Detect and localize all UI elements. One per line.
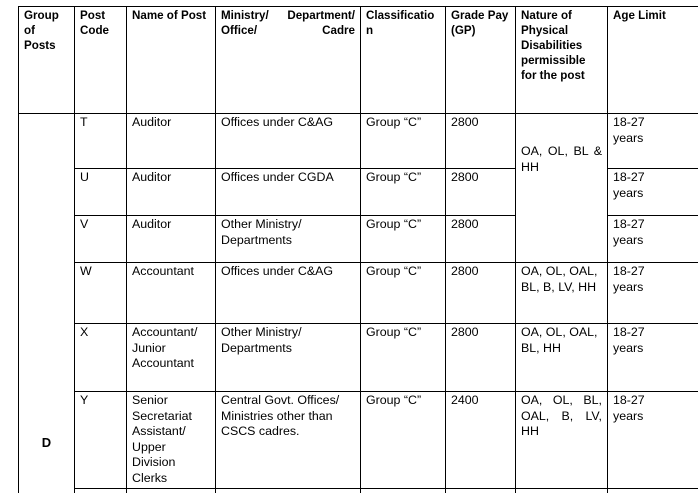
post-classification: Group “C”	[361, 114, 446, 169]
table-row	[19, 324, 699, 392]
post-code: X	[75, 324, 127, 392]
post-name: Accountant	[127, 263, 216, 324]
header-ministry: Ministry/ Department/ Office/ Cadre	[216, 7, 361, 114]
post-age: 18-27 years	[608, 392, 699, 489]
post-age: 18-27 years	[608, 324, 699, 392]
post-age: 18-27 years	[608, 169, 699, 216]
post-nature: OA, OL, BL & HH	[516, 114, 608, 263]
post-code: Y	[75, 392, 127, 489]
post-ministry: Central Govt. Offices/ Ministries other than CSCS cadres.	[216, 392, 361, 489]
post-code: T	[75, 114, 127, 169]
post-grade-pay: 2800	[446, 324, 516, 392]
post-age: 18-27 years	[608, 263, 699, 324]
post-ministry: Offices under C&AG	[216, 263, 361, 324]
header-group: Group of Posts	[19, 7, 75, 114]
posts-table	[18, 6, 698, 493]
post-name: Accountant/ Junior Accountant	[127, 324, 216, 392]
post-age: 18-27 years	[608, 216, 699, 263]
post-grade-pay: 2800	[446, 169, 516, 216]
post-grade-pay: 2800	[446, 216, 516, 263]
header-grade-pay: Grade Pay (GP)	[446, 7, 516, 114]
header-nature: Nature of Physical Disabilities permissible for the post	[516, 7, 608, 114]
post-classification: Group “C”	[361, 263, 446, 324]
post-code: V	[75, 216, 127, 263]
post-code: U	[75, 169, 127, 216]
post-name: Auditor	[127, 169, 216, 216]
post-nature: OA, OL, OAL, BL, HH	[516, 324, 608, 392]
table-row-cut-off	[19, 489, 699, 493]
recruitment-table-page	[18, 6, 698, 493]
post-name: Senior Secretariat Assistant/ Upper Division Clerks	[127, 392, 216, 489]
post-grade-pay: 2400	[446, 392, 516, 489]
header-row	[19, 7, 699, 114]
header-name: Name of Post	[127, 7, 216, 114]
post-nature: OA, OL, OAL, BL, B, LV, HH	[516, 263, 608, 324]
post-ministry: Offices under C&AG	[216, 114, 361, 169]
post-classification: Group “C”	[361, 216, 446, 263]
post-classification: Group “C”	[361, 324, 446, 392]
table-row	[19, 263, 699, 324]
post-grade-pay: 2800	[446, 114, 516, 169]
post-name: Auditor	[127, 216, 216, 263]
post-classification: Group “C”	[361, 169, 446, 216]
post-ministry: Other Ministry/ Departments	[216, 324, 361, 392]
post-age: 18-27 years	[608, 114, 699, 169]
header-classification: Classificatio n	[361, 7, 446, 114]
table-row	[19, 114, 699, 169]
table-row	[19, 392, 699, 489]
group-label: D	[41, 435, 52, 450]
post-name: Auditor	[127, 114, 216, 169]
post-code: W	[75, 263, 127, 324]
header-post-code: Post Code	[75, 7, 127, 114]
post-nature: OA, OL, BL, OAL, B, LV, HH	[516, 392, 608, 489]
post-grade-pay: 2800	[446, 263, 516, 324]
post-ministry: Other Ministry/ Departments	[216, 216, 361, 263]
header-age: Age Limit	[608, 7, 699, 114]
group-cell	[19, 114, 75, 493]
post-ministry: Offices under CGDA	[216, 169, 361, 216]
post-classification: Group “C”	[361, 392, 446, 489]
